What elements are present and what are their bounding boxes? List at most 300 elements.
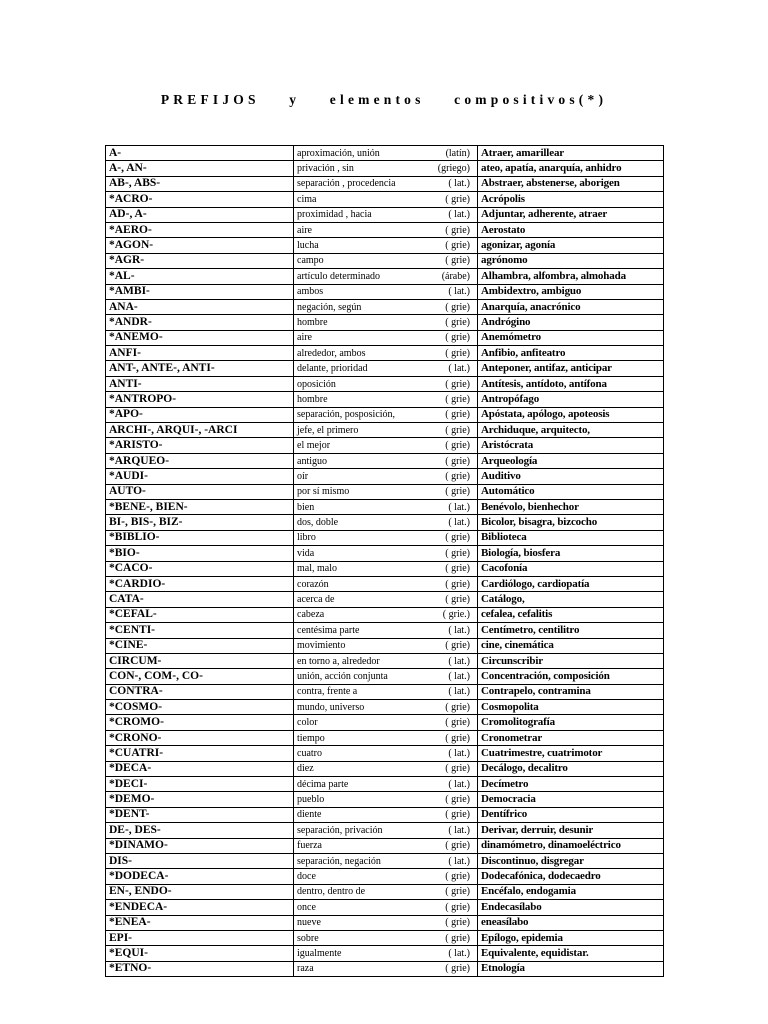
example-cell: Aristócrata (478, 438, 664, 453)
meaning-cell (294, 638, 478, 653)
origin-text: ( grie) (445, 255, 470, 267)
meaning-text: proximidad , hacia (297, 209, 372, 221)
meaning-text: libro (297, 532, 316, 544)
example-cell: Endecasílabo (478, 900, 664, 915)
table-row (106, 853, 664, 868)
example-cell: Antítesis, antídoto, antífona (478, 376, 664, 391)
table-row (106, 700, 664, 715)
meaning-cell (294, 499, 478, 514)
origin-text: ( lat.) (448, 655, 470, 667)
example-cell: cine, cinemática (478, 638, 664, 653)
meaning-cell (294, 623, 478, 638)
meaning-cell (294, 746, 478, 761)
prefix-cell: *CEFAL- (106, 607, 294, 622)
meaning-cell (294, 207, 478, 222)
meaning-cell (294, 838, 478, 853)
origin-text: ( grie) (445, 470, 470, 482)
table-row (106, 869, 664, 884)
example-cell: Benévolo, bienhechor (478, 499, 664, 514)
meaning-text: oposición (297, 378, 336, 390)
prefix-cell: *DEMO- (106, 792, 294, 807)
prefix-cell: *AL- (106, 269, 294, 284)
example-cell: Epílogo, epidemia (478, 930, 664, 945)
table-row (106, 946, 664, 961)
table-row (106, 192, 664, 207)
prefix-cell: *ANDR- (106, 315, 294, 330)
table-row (106, 669, 664, 684)
meaning-text: separación, negación (297, 855, 381, 867)
origin-text: ( grie) (445, 640, 470, 652)
meaning-text: dentro, dentro de (297, 886, 366, 898)
meaning-text: alrededor, ambos (297, 347, 366, 359)
meaning-cell (294, 238, 478, 253)
page-title: PREFIJOS y elementos compositivos(*) (160, 92, 608, 107)
meaning-text: separación, privación (297, 824, 383, 836)
prefix-cell: DIS- (106, 853, 294, 868)
example-cell: Democracia (478, 792, 664, 807)
table-row (106, 623, 664, 638)
prefix-cell: CIRCUM- (106, 653, 294, 668)
origin-text: (griego) (437, 163, 470, 175)
origin-text: ( lat.) (448, 178, 470, 190)
meaning-text: dos, doble (297, 517, 339, 529)
prefix-cell: *DODECA- (106, 869, 294, 884)
meaning-cell (294, 346, 478, 361)
meaning-cell (294, 284, 478, 299)
prefix-cell: CON-, COM-, CO- (106, 669, 294, 684)
example-cell: Cardiólogo, cardiopatía (478, 576, 664, 591)
prefix-cell: ANTI- (106, 376, 294, 391)
meaning-cell (294, 607, 478, 622)
prefix-cell: *DECI- (106, 777, 294, 792)
meaning-cell (294, 269, 478, 284)
prefix-cell: *CARDIO- (106, 576, 294, 591)
meaning-cell (294, 915, 478, 930)
meaning-cell (294, 392, 478, 407)
example-cell: Aerostato (478, 222, 664, 237)
origin-text: ( grie) (445, 316, 470, 328)
table-row (106, 592, 664, 607)
meaning-cell (294, 930, 478, 945)
meaning-text: oír (297, 470, 309, 482)
origin-text: ( lat.) (448, 209, 470, 221)
prefix-cell: *BIBLIO- (106, 530, 294, 545)
example-cell: Dodecafónica, dodecaedro (478, 869, 664, 884)
meaning-cell (294, 407, 478, 422)
meaning-text: once (297, 901, 316, 913)
example-cell: Catálogo, (478, 592, 664, 607)
meaning-cell (294, 161, 478, 176)
prefix-cell: *EQUI- (106, 946, 294, 961)
example-cell: Anfibio, anfiteatro (478, 346, 664, 361)
prefix-cell: CATA- (106, 592, 294, 607)
table-row (106, 438, 664, 453)
meaning-text: aire (297, 224, 312, 236)
meaning-cell (294, 823, 478, 838)
origin-text: ( grie) (445, 901, 470, 913)
prefix-cell: *CENTI- (106, 623, 294, 638)
table-row (106, 530, 664, 545)
origin-text: ( grie) (445, 332, 470, 344)
example-cell: Biblioteca (478, 530, 664, 545)
prefix-cell: *ENDECA- (106, 900, 294, 915)
origin-text: ( lat.) (448, 624, 470, 636)
prefix-cell: *COSMO- (106, 700, 294, 715)
table-row (106, 792, 664, 807)
table-row (106, 823, 664, 838)
origin-text: ( grie) (445, 963, 470, 975)
meaning-text: cuatro (297, 747, 322, 759)
meaning-cell (294, 592, 478, 607)
origin-text: ( lat.) (448, 501, 470, 513)
meaning-text: contra, frente a (297, 686, 358, 698)
meaning-cell (294, 653, 478, 668)
meaning-cell (294, 669, 478, 684)
prefix-cell: *ANTROPO- (106, 392, 294, 407)
meaning-text: cima (297, 193, 317, 205)
table-row (106, 684, 664, 699)
meaning-text: en torno a, alrededor (297, 655, 380, 667)
example-cell: Acrópolis (478, 192, 664, 207)
prefix-cell: *AUDI- (106, 469, 294, 484)
prefix-cell: ARCHI-, ARQUI-, -ARCI (106, 423, 294, 438)
table-row (106, 761, 664, 776)
table-row (106, 653, 664, 668)
prefix-cell: ANA- (106, 299, 294, 314)
origin-text: ( grie) (445, 347, 470, 359)
meaning-text: el mejor (297, 440, 331, 452)
prefix-cell: ANFI- (106, 346, 294, 361)
meaning-text: lucha (297, 240, 319, 252)
meaning-text: bien (297, 501, 315, 513)
prefix-cell: *ARQUEO- (106, 453, 294, 468)
table-row (106, 484, 664, 499)
origin-text: ( grie) (445, 563, 470, 575)
prefix-cell: *CUATRI- (106, 746, 294, 761)
origin-text: ( grie) (445, 193, 470, 205)
prefix-cell: *ARISTO- (106, 438, 294, 453)
meaning-cell (294, 315, 478, 330)
origin-text: ( grie) (445, 717, 470, 729)
prefix-cell: *APO- (106, 407, 294, 422)
origin-text: ( lat.) (448, 747, 470, 759)
table-row (106, 176, 664, 191)
table-row (106, 299, 664, 314)
origin-text: (latín) (445, 147, 470, 159)
meaning-cell (294, 792, 478, 807)
meaning-cell (294, 730, 478, 745)
prefix-cell: EPI- (106, 930, 294, 945)
table-row (106, 376, 664, 391)
prefix-cell: *ANEMO- (106, 330, 294, 345)
example-cell: Andrógino (478, 315, 664, 330)
meaning-cell (294, 777, 478, 792)
example-cell: cefalea, cefalitis (478, 607, 664, 622)
example-cell: Atraer, amarillear (478, 146, 664, 161)
prefix-cell: *DINAMO- (106, 838, 294, 853)
table-row (106, 238, 664, 253)
table-row (106, 746, 664, 761)
table-row (106, 730, 664, 745)
example-cell: agonizar, agonía (478, 238, 664, 253)
origin-text: ( grie) (445, 594, 470, 606)
prefix-cell: *AGR- (106, 253, 294, 268)
table-row (106, 961, 664, 976)
table-row (106, 515, 664, 530)
table-row (106, 161, 664, 176)
meaning-text: antiguo (297, 455, 327, 467)
meaning-text: raza (297, 963, 314, 975)
table-row (106, 453, 664, 468)
example-cell: Discontinuo, disgregar (478, 853, 664, 868)
table-row (106, 346, 664, 361)
table-row (106, 284, 664, 299)
prefix-cell: *CROMO- (106, 715, 294, 730)
table-row (106, 361, 664, 376)
example-cell: Equivalente, equidistar. (478, 946, 664, 961)
meaning-cell (294, 700, 478, 715)
example-cell: Antropófago (478, 392, 664, 407)
meaning-cell (294, 453, 478, 468)
example-cell: Anteponer, antifaz, anticipar (478, 361, 664, 376)
origin-text: ( grie) (445, 701, 470, 713)
prefix-cell: *CRONO- (106, 730, 294, 745)
meaning-cell (294, 853, 478, 868)
table-row (106, 407, 664, 422)
meaning-text: jefe, el primero (297, 424, 359, 436)
meaning-cell (294, 222, 478, 237)
example-cell: Decálogo, decalitro (478, 761, 664, 776)
origin-text: ( grie.) (442, 609, 470, 621)
meaning-text: pueblo (297, 794, 325, 806)
meaning-text: fuerza (297, 840, 322, 852)
example-cell: Alhambra, alfombra, almohada (478, 269, 664, 284)
meaning-text: campo (297, 255, 324, 267)
meaning-text: décima parte (297, 778, 349, 790)
origin-text: ( grie) (445, 440, 470, 452)
meaning-cell (294, 884, 478, 899)
example-cell: Archiduque, arquitecto, (478, 423, 664, 438)
example-cell: Ambidextro, ambiguo (478, 284, 664, 299)
origin-text: ( lat.) (448, 517, 470, 529)
meaning-text: hombre (297, 393, 328, 405)
prefix-cell: *AGON- (106, 238, 294, 253)
prefix-cell: *BIO- (106, 546, 294, 561)
meaning-text: vida (297, 547, 315, 559)
prefix-cell: *CINE- (106, 638, 294, 653)
example-cell: Cromolitografía (478, 715, 664, 730)
example-cell: Etnología (478, 961, 664, 976)
prefix-cell: DE-, DES- (106, 823, 294, 838)
meaning-cell (294, 946, 478, 961)
example-cell: ateo, apatía, anarquía, anhidro (478, 161, 664, 176)
origin-text: ( grie) (445, 409, 470, 421)
meaning-cell (294, 469, 478, 484)
meaning-text: movimiento (297, 640, 346, 652)
origin-text: ( grie) (445, 871, 470, 883)
example-cell: Dentífrico (478, 807, 664, 822)
meaning-text: acerca de (297, 594, 335, 606)
meaning-text: delante, prioridad (297, 363, 368, 375)
prefix-cell: *AERO- (106, 222, 294, 237)
origin-text: ( grie) (445, 917, 470, 929)
example-cell: agrónomo (478, 253, 664, 268)
origin-text: ( grie) (445, 393, 470, 405)
origin-text: ( grie) (445, 840, 470, 852)
prefix-cell: BI-, BIS-, BIZ- (106, 515, 294, 530)
table-row (106, 900, 664, 915)
table-row (106, 330, 664, 345)
meaning-cell (294, 869, 478, 884)
example-cell: Auditivo (478, 469, 664, 484)
example-cell: Cacofonía (478, 561, 664, 576)
prefix-cell: ANT-, ANTE-, ANTI- (106, 361, 294, 376)
example-cell: Bicolor, bisagra, bizcocho (478, 515, 664, 530)
example-cell: Automático (478, 484, 664, 499)
origin-text: ( grie) (445, 455, 470, 467)
origin-text: ( lat.) (448, 778, 470, 790)
prefix-cell: AB-, ABS- (106, 176, 294, 191)
meaning-text: separación , procedencia (297, 178, 396, 190)
meaning-cell (294, 484, 478, 499)
meaning-cell (294, 423, 478, 438)
meaning-text: diente (297, 809, 322, 821)
origin-text: ( grie) (445, 547, 470, 559)
origin-text: ( grie) (445, 240, 470, 252)
origin-text: ( grie) (445, 763, 470, 775)
table-row (106, 315, 664, 330)
meaning-cell (294, 146, 478, 161)
origin-text: ( lat.) (448, 670, 470, 682)
meaning-text: color (297, 717, 318, 729)
origin-text: ( grie) (445, 424, 470, 436)
table-row (106, 469, 664, 484)
prefix-cell: AUTO- (106, 484, 294, 499)
prefix-cell: *BENE-, BIEN- (106, 499, 294, 514)
example-cell: Adjuntar, adherente, atraer (478, 207, 664, 222)
origin-text: ( lat.) (448, 686, 470, 698)
meaning-cell (294, 576, 478, 591)
example-cell: Cuatrimestre, cuatrimotor (478, 746, 664, 761)
meaning-cell (294, 961, 478, 976)
meaning-cell (294, 192, 478, 207)
prefix-cell: *DECA- (106, 761, 294, 776)
meaning-text: hombre (297, 316, 328, 328)
table-row (106, 253, 664, 268)
origin-text: ( lat.) (448, 286, 470, 298)
example-cell: Apóstata, apólogo, apoteosis (478, 407, 664, 422)
table-row (106, 838, 664, 853)
example-cell: Cronometrar (478, 730, 664, 745)
meaning-text: mundo, universo (297, 701, 365, 713)
example-cell: eneasílabo (478, 915, 664, 930)
meaning-text: por sí mismo (297, 486, 350, 498)
example-cell: Anarquía, anacrónico (478, 299, 664, 314)
example-cell: Decímetro (478, 777, 664, 792)
meaning-text: cabeza (297, 609, 325, 621)
prefix-cell: CONTRA- (106, 684, 294, 699)
meaning-cell (294, 761, 478, 776)
meaning-cell (294, 530, 478, 545)
table-row (106, 561, 664, 576)
prefix-cell: EN-, ENDO- (106, 884, 294, 899)
meaning-text: nueve (297, 917, 321, 929)
meaning-text: unión, acción conjunta (297, 670, 388, 682)
prefix-table (105, 145, 664, 977)
meaning-cell (294, 376, 478, 391)
meaning-text: doce (297, 871, 316, 883)
table-row (106, 392, 664, 407)
meaning-text: separación, posposición, (297, 409, 396, 421)
table-row (106, 777, 664, 792)
meaning-text: privación , sin (297, 163, 354, 175)
meaning-cell (294, 561, 478, 576)
example-cell: dinamómetro, dinamoeléctrico (478, 838, 664, 853)
origin-text: ( lat.) (448, 948, 470, 959)
meaning-text: aproximación, unión (297, 147, 380, 159)
meaning-text: centésima parte (297, 624, 360, 636)
prefix-cell: *AMBI- (106, 284, 294, 299)
example-cell: Contrapelo, contramina (478, 684, 664, 699)
origin-text: ( lat.) (448, 855, 470, 867)
meaning-text: tiempo (297, 732, 325, 744)
example-cell: Arqueología (478, 453, 664, 468)
table-row (106, 207, 664, 222)
prefix-cell: *ENEA- (106, 915, 294, 930)
prefix-cell: *CACO- (106, 561, 294, 576)
example-cell: Concentración, composición (478, 669, 664, 684)
origin-text: ( grie) (445, 224, 470, 236)
origin-text: ( grie) (445, 932, 470, 944)
meaning-cell (294, 361, 478, 376)
table-row (106, 546, 664, 561)
table-row (106, 915, 664, 930)
meaning-text: igualmente (297, 948, 342, 959)
table-row (106, 715, 664, 730)
example-cell: Biología, biosfera (478, 546, 664, 561)
meaning-cell (294, 807, 478, 822)
meaning-cell (294, 299, 478, 314)
table-row (106, 423, 664, 438)
meaning-text: ambos (297, 286, 324, 298)
meaning-cell (294, 330, 478, 345)
example-cell: Abstraer, abstenerse, aborigen (478, 176, 664, 191)
prefix-cell: *DENT- (106, 807, 294, 822)
origin-text: ( grie) (445, 301, 470, 313)
origin-text: ( grie) (445, 732, 470, 744)
meaning-text: diez (297, 763, 314, 775)
example-cell: Cosmopolita (478, 700, 664, 715)
table-row (106, 807, 664, 822)
example-cell: Anemómetro (478, 330, 664, 345)
prefix-cell: *ACRO- (106, 192, 294, 207)
origin-text: ( lat.) (448, 824, 470, 836)
origin-text: ( grie) (445, 809, 470, 821)
origin-text: ( grie) (445, 794, 470, 806)
table-row (106, 607, 664, 622)
meaning-cell (294, 176, 478, 191)
table-row (106, 222, 664, 237)
origin-text: ( grie) (445, 578, 470, 590)
meaning-cell (294, 253, 478, 268)
example-cell: Derivar, derruir, desunir (478, 823, 664, 838)
origin-text: ( grie) (445, 378, 470, 390)
prefix-cell: *ETNO- (106, 961, 294, 976)
table-row (106, 576, 664, 591)
meaning-text: sobre (297, 932, 319, 944)
example-cell: Encéfalo, endogamia (478, 884, 664, 899)
meaning-cell (294, 515, 478, 530)
